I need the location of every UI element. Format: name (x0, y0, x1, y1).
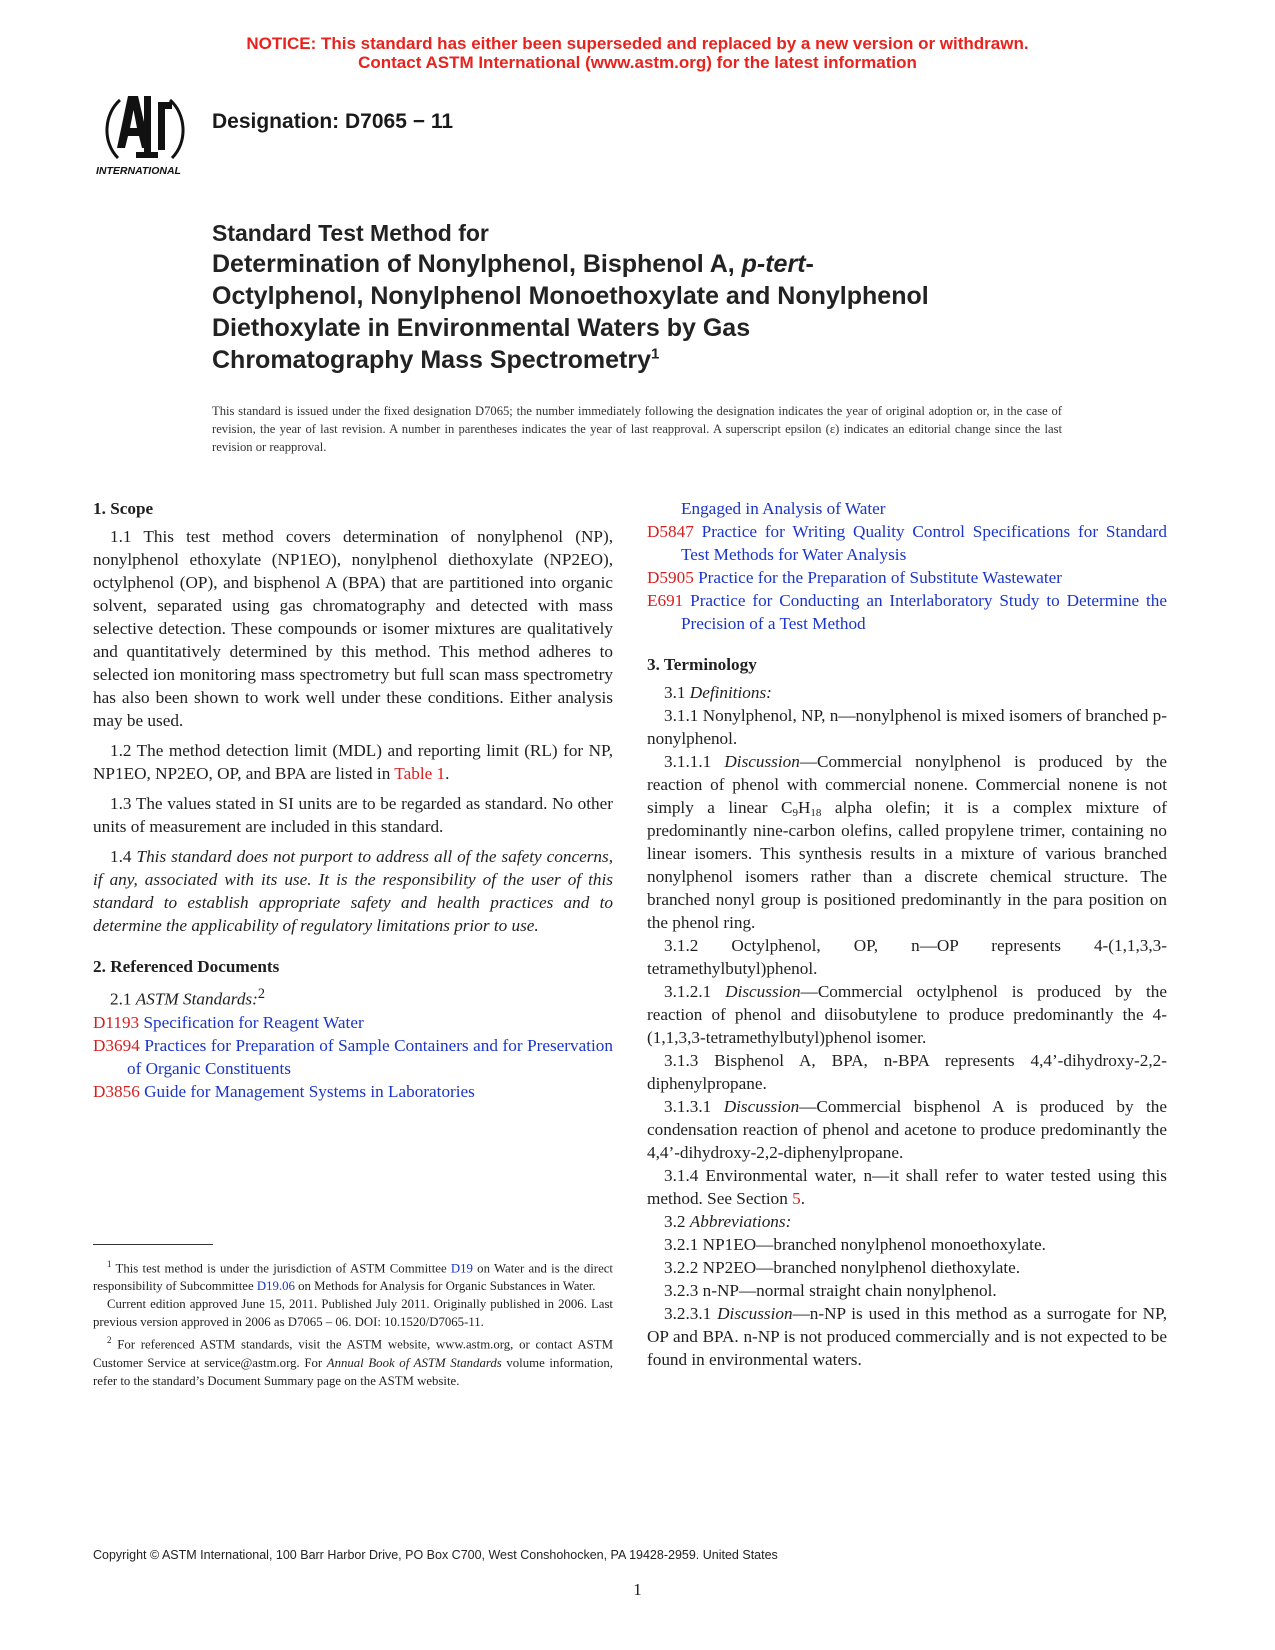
paragraph-1-1: 1.1 This test method covers determination of nonylphenol (NP), nonylphenol ethoxylate (NP1EO), nonylphenol diethoxylate (NP2EO), octylphenol (OP), and bisphenol A (BPA) that are partitioned into organic solvent, separated using gas chromatography and detected with mass selective detection. These compounds or isomer mixtures are qualitatively and quantitatively determined by this method. This method adheres to selected ion monitoring mass spectrometry but full scan mass spectrometry has also been shown to work well under these conditions. Either analysis may be used. (93, 527, 613, 730)
paragraph-1-4: 1.4 This standard does not purport to address all of the safety concerns, if any, associated with its use. It is the responsibility of the user of this standard to establish appropriate safety and health practices and to determine the applicability of regulatory limitations prior to use. (93, 847, 614, 935)
copyright-line: Copyright © ASTM International, 100 Barr Harbor Drive, PO Box C700, West Conshohocken, PA 19428-2959. United States (93, 1548, 778, 1562)
document-title (212, 218, 1112, 376)
paragraph-3-1: 3.1 Definitions: (664, 683, 772, 702)
issuance-note: This standard is issued under the fixed designation D7065; the number immediately following the designation indicates the year of original adoption or, in the case of revision, the year of last revision. A number in parentheses indicates the year of last reapproval. A superscript epsilon (ε) indicates an editorial change since the last revision or reapproval. (212, 404, 1062, 454)
reference-d3856[interactable]: D3856 Guide for Management Systems in Laboratories (93, 1081, 475, 1101)
section-heading-terminology: 3. Terminology (647, 655, 757, 674)
paragraph-3-2-1: 3.2.1 NP1EO—branched nonylphenol monoethoxylate. (664, 1235, 1046, 1254)
footnote-2: $^2$ For referenced ASTM standards, visit the ASTM website, www.astm.org, or contact ASTM Customer Service at service@astm.org. For Annual Book of ASTM Standards volume information, refer to the standard’s Document Summary page on the ASTM website. (93, 1335, 614, 1388)
title-prefix: Standard Test Method for (212, 220, 489, 246)
logo-text: INTERNATIONAL (96, 165, 181, 177)
reference-e691[interactable]: E691 Practice for Conducting an Interlaboratory Study to Determine the Precision of a Test Method (647, 591, 1167, 633)
reference-d3856-continued[interactable]: Engaged in Analysis of Water (681, 499, 886, 518)
paragraph-3-1-2: 3.1.2 Octylphenol, OP, n—OP represents 4-(1,1,3,3-tetramethylbutyl)phenol. (647, 936, 1167, 978)
paragraph-3-1-3-1: 3.1.3.1 Discussion—Commercial bisphenol A is produced by the condensation reaction of phenol and acetone to produce predominantly the 4,4’-dihydroxy-2,2-diphenylpropane. (647, 1097, 1168, 1162)
title-line-1: Determination of Nonylphenol, Bisphenol A, p-tert- (212, 250, 814, 278)
subcommittee-d19-06-link[interactable]: D19.06 (256, 1279, 295, 1294)
notice-line-2: Contact ASTM International (www.astm.org) for the latest information (358, 53, 917, 72)
footnote-divider (93, 1244, 213, 1245)
notice-line-1: NOTICE: This standard has either been superseded and replaced by a new version or withdrawn. (246, 34, 1029, 53)
right-column (647, 497, 1167, 1371)
paragraph-1-2: 1.2 The method detection limit (MDL) and reporting limit (RL) for NP, NP1EO, NP2EO, OP, and BPA are listed in Table 1. (93, 741, 613, 783)
paragraph-3-1-1-1: 3.1.1.1 Discussion—Commercial nonylphenol is produced by the reaction of phenol with commercial nonene. Commercial nonene is not simply a linear $C_9H_{18}$ alpha olefin; it is a complex mixture of predominantly nine-carbon olefins, called propylene trimer, containing no linear isomers. This synthesis results in a mixture of various branched nonylphenol isomers rather than a discrete chemical structure. The branched nonyl group is positioned predominantly in the para position on the phenol ring. (647, 752, 1168, 932)
paragraph-3-2-3-1: 3.2.3.1 Discussion—n-NP is used in this method as a surrogate for NP, OP and BPA. n-NP is not produced commercially and is not expected to be found in environmental waters. (647, 1304, 1167, 1369)
footnote-1-edition: Current edition approved June 15, 2011. Published July 2011. Originally published in 2006. Last previous version approved in 2006 as D7065 – 06. DOI: 10.1520/D7065-11. (93, 1297, 613, 1330)
paragraph-3-2-2: 3.2.2 NP2EO—branched nonylphenol diethoxylate. (664, 1258, 1021, 1277)
astm-international-logo (92, 92, 198, 178)
title-line-2: Octylphenol, Nonylphenol Monoethoxylate and Nonylphenol (212, 282, 929, 310)
footnotes (93, 1255, 613, 1390)
committee-d19-link[interactable]: D19 (450, 1261, 473, 1276)
paragraph-3-1-1: 3.1.1 Nonylphenol, NP, n—nonylphenol is mixed isomers of branched p-nonylphenol. (647, 706, 1167, 748)
section-heading-referenced-documents: 2. Referenced Documents (93, 957, 280, 976)
paragraph-3-2-3: 3.2.3 n-NP—normal straight chain nonylphenol. (664, 1281, 997, 1300)
paragraph-2-1: 2.1 ASTM Standards:$^2$ (110, 986, 266, 1009)
reference-d1193[interactable]: D1193 Specification for Reagent Water (93, 1012, 364, 1032)
paragraph-3-1-2-1: 3.1.2.1 Discussion—Commercial octylphenol is produced by the reaction of phenol and diisobutylene to produce predominantly the 4-(1,1,3,3-tetramethylbutyl)phenol isomer. (647, 982, 1168, 1047)
title-line-4: Chromatography Mass Spectrometry$^1$ (212, 345, 660, 374)
reference-d3694[interactable]: D3694 Practices for Preparation of Sample Containers and for Preservation of Organic Constituents (93, 1035, 613, 1078)
page-number: 1 (633, 1580, 642, 1599)
reference-d5905[interactable]: D5905 Practice for the Preparation of Substitute Wastewater (647, 568, 1062, 587)
section-5-link[interactable]: 5 (792, 1189, 801, 1208)
paragraph-3-1-4: 3.1.4 Environmental water, n—it shall refer to water tested using this method. See Section 5. (647, 1166, 1167, 1208)
paragraph-3-1-3: 3.1.3 Bisphenol A, BPA, n-BPA represents 4,4’-dihydroxy-2,2-diphenylpropane. (647, 1051, 1167, 1093)
left-column (93, 497, 613, 1103)
reference-d5847[interactable]: D5847 Practice for Writing Quality Control Specifications for Standard Test Methods for Water Analysis (647, 522, 1167, 564)
title-line-3: Diethoxylate in Environmental Waters by Gas (212, 314, 751, 342)
footnote-1: $^1$ This test method is under the jurisdiction of ASTM Committee D19 on Water and is the direct responsibility of Subcommittee D19.06 on Methods for Analysis for Organic Substances in Water. (93, 1259, 613, 1294)
paragraph-3-2: 3.2 Abbreviations: (664, 1212, 792, 1231)
section-heading-scope: 1. Scope (93, 499, 154, 518)
paragraph-1-3: 1.3 The values stated in SI units are to be regarded as standard. No other units of measurement are included in this standard. (93, 794, 613, 836)
table-1-link[interactable]: Table 1 (394, 764, 446, 783)
designation: Designation: D7065 − 11 (212, 110, 454, 133)
